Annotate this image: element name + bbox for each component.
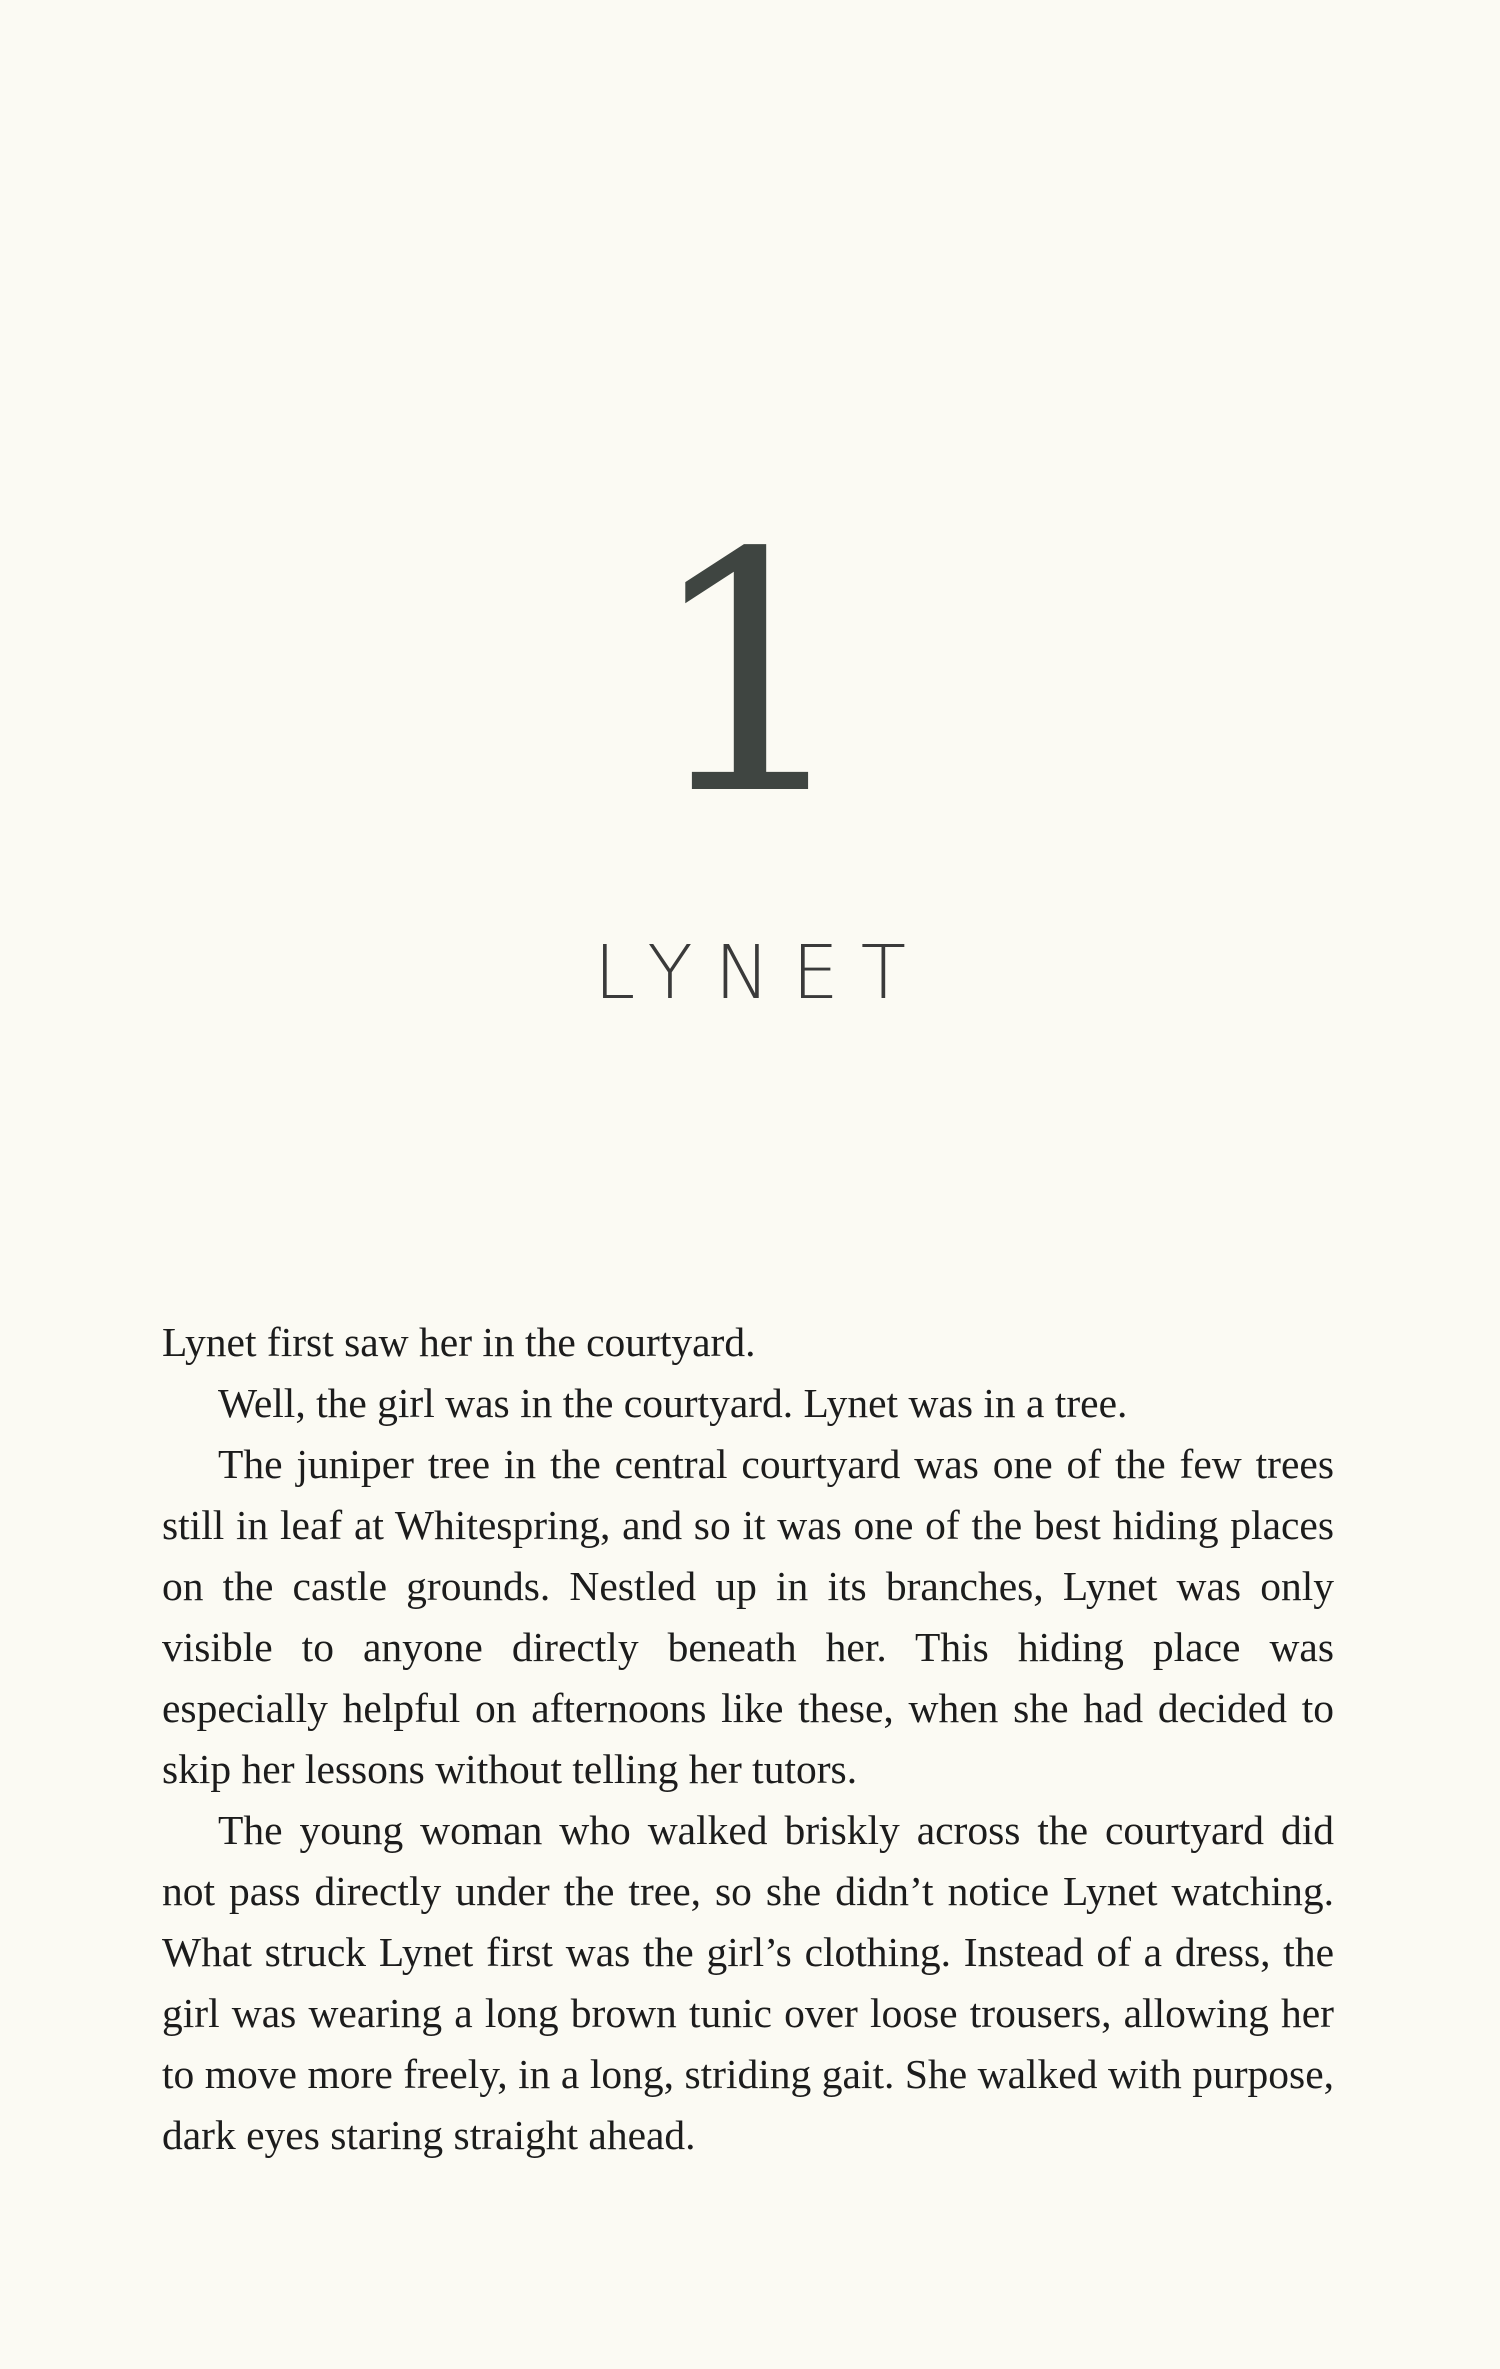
chapter-body xyxy=(162,1312,1334,2166)
paragraph: Lynet first saw her in the courtyard. xyxy=(162,1319,756,1365)
paragraph: The juniper tree in the central courtyard was one of the few trees still in leaf at Whitespring, and so it was one of the best hiding places on the castle grounds. Nestled up in its branches, Lynet was only visible to anyone directly beneath her. This hiding place was especially helpful on afternoons like these, when she had decided to skip her lessons without telling her tutors. xyxy=(162,1441,1334,1792)
paragraph: Well, the girl was in the courtyard. Lynet was in a tree. xyxy=(218,1380,1128,1426)
chapter-title: LYNET xyxy=(594,930,928,1016)
paragraph: The young woman who walked briskly across the courtyard did not pass directly under the tree, so she didn’t notice Lynet watching. What struck Lynet first was the girl’s clothing. Instead of a dress, the girl was wearing a long brown tunic over loose trousers, allowing her to move more freely, in a long, striding gait. She walked with purpose, dark eyes staring straight ahead. xyxy=(162,1807,1334,2158)
chapter-number: 1 xyxy=(645,483,855,867)
